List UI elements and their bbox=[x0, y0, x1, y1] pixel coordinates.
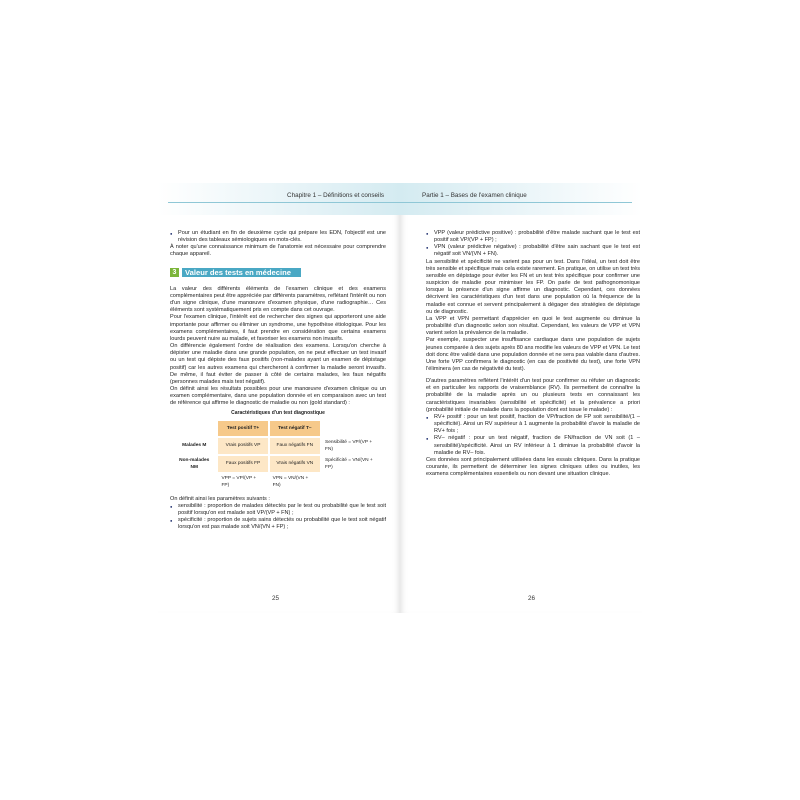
page-number: 26 bbox=[528, 595, 536, 602]
summary-cell: VPP = VP/(VP + FP) bbox=[218, 474, 267, 490]
paragraph: On définit ainsi les paramètres suivants : bbox=[170, 495, 270, 502]
header-band bbox=[158, 183, 400, 215]
table-row bbox=[172, 456, 384, 472]
table-row bbox=[172, 438, 384, 454]
section-heading bbox=[170, 268, 386, 277]
paragraph: La VPP et VPN permettant d'apprécier en quoi le test augmente ou diminue la probabilité d'un diagnostic selon son résultat. Cependant, les valeurs de VPP et VPN varient selon la prévalence de la maladie. bbox=[426, 315, 640, 337]
row-label: Non-malades NM bbox=[172, 456, 216, 472]
intro-note: À noter qu'une connaissance minimum de l'anatomie est nécessaire pour comprendre chaque appareil. bbox=[170, 244, 386, 258]
table-row bbox=[172, 421, 384, 436]
section-number: 3 bbox=[170, 268, 179, 277]
summary-cell: VPN = VN/(VN + FN) bbox=[270, 474, 320, 490]
list-item: ● VPN (valeur prédictive négative) : probabilité d'être sain sachant que le test est négatif soit VN/(VN + FN). bbox=[426, 244, 640, 258]
left-page-body bbox=[170, 230, 386, 531]
paragraph: Ces données sont principalement utilisées dans les essais cliniques. Dans la pratique courante, ils permettent de déterminer les signes cliniques utiles ou inutiles, les examens complémentaires essentiels ou non devant une situation clinique. bbox=[426, 456, 640, 478]
list-item: ● VPP (valeur prédictive positive) : probabilité d'être malade sachant que le test est positif soit VP/(VP + FP) ; bbox=[426, 230, 640, 244]
list-item: ● spécificité : proportion de sujets sains détectés ou probabilité que le test soit négatif lorsqu'on est pas malade soit VN/(VN + FP) ; bbox=[170, 517, 386, 531]
table-blank bbox=[322, 474, 384, 490]
paragraph: On différencie également l'ordre de réalisation des examens. Lorsqu'on cherche à dépister une maladie dans une grande population, on ne peut effectuer un test invasif ou un test qui dépiste des faux positifs (non-malades ayant un examen de dépistage positif) car les autres examens qui chercheront à confirmer la maladie seront invasifs. De même, il faut éviter de passer à côté de certains malades, les faux négatifs (personnes malades mais test négatif). bbox=[170, 343, 386, 385]
table-corner bbox=[172, 421, 216, 436]
table-blank bbox=[322, 421, 384, 436]
column-header: Test négatif T– bbox=[270, 421, 320, 436]
table-caption: Caractéristiques d'un test diagnostique bbox=[231, 410, 325, 417]
intro-bullet: ● Pour un étudiant en fin de deuxième cycle qui prépare les EDN, l'objectif est une révision des tableaux sémiologiques en mots-clés. bbox=[170, 230, 386, 244]
table-blank bbox=[172, 474, 216, 490]
paragraph: La valeur des différents éléments de l'examen clinique et des examens complémentaires peut être appréciée par différents paramètres, reflétant l'intérêt ou non d'un signe clinique, d'une manœuvre d'examen physique, d'une radiographie… Ces éléments sont systématiquement pris en compte dans cet ouvrage. bbox=[170, 285, 386, 314]
running-header: Partie 1 – Bases de l'examen clinique bbox=[422, 192, 527, 199]
paragraph: D'autres paramètres reflètent l'intérêt d'un test pour confirmer ou réfuter un diagnostic et en particulier les rapports de vraisemblance (RV). Ils permettent de connaître la probabilité de la maladie après un ou plusieurs tests en connaissant les caractéristiques invariables (sensibilité et spécificité) et la prévalence a priori (probabilité initiale de maladie dans la population dont est issue le malade) : bbox=[426, 378, 640, 413]
list-item: ● RV– négatif : pour un test négatif, fraction de FN/fraction de VN soit (1 – sensibilité)/spécificité. Ainsi un RV inférieur à 1 diminue la probabilité d'avoir la maladie de RV– fois. bbox=[426, 435, 640, 456]
header-band bbox=[400, 183, 642, 215]
header-rule bbox=[400, 202, 632, 203]
summary-cell: Spécificité = VN/(VN + FP) bbox=[322, 456, 384, 472]
paragraph: Par exemple, suspecter une insuffisance cardiaque dans une population de sujets jeunes comparée à des sujets après 80 ans modifie les valeurs de VPP et VPN. Le test doit donc être validé dans une population donnée et ne sera pas valable dans d'autres. Une forte VPP confirmera le diagnostic (en cas de positivité du test), une forte VPN l'éliminera (en cas de négativité du test). bbox=[426, 337, 640, 372]
table-cell: Faux négatifs FN bbox=[270, 438, 320, 454]
right-page bbox=[400, 183, 642, 613]
row-label: Malades M bbox=[172, 438, 216, 454]
table-cell: Vrais négatifs VN bbox=[270, 456, 320, 472]
right-page-body bbox=[426, 230, 640, 478]
paragraph: Pour l'examen clinique, l'intérêt est de rechercher des signes qui apporteront une aide importante pour affirmer ou éliminer un syndrome, une hypothèse étiologique. Pour les examens complémentaires, il faut prendre en considération que certains examens lourds peuvent nuire au malade, et favoriser les examens non invasifs. bbox=[170, 314, 386, 342]
table-row bbox=[172, 474, 384, 490]
column-header: Test positif T+ bbox=[218, 421, 267, 436]
section-title: Valeur des tests en médecine bbox=[182, 268, 301, 277]
table-cell: Faux positifs FP bbox=[218, 456, 267, 472]
list-item: ● sensibilité : proportion de malades détectés par le test ou probabilité que le test soit positif lorsqu'on est malade soit VP/(VP + FN) ; bbox=[170, 503, 386, 517]
diagnostic-test-table bbox=[170, 419, 386, 493]
summary-cell: Sensibilité = VP/(VP + FN) bbox=[322, 438, 384, 454]
header-rule bbox=[168, 202, 400, 203]
page-number: 25 bbox=[272, 595, 280, 602]
paragraph: On définit ainsi les résultats possibles pour une manœuvre d'examen clinique ou un examen complémentaire, dans une population donnée et en comparaison avec un test de référence qui affirme le diagnostic de maladie ou non (gold standard) : bbox=[170, 385, 386, 407]
left-page bbox=[158, 183, 400, 613]
running-header: Chapitre 1 – Définitions et conseils bbox=[287, 192, 384, 199]
table-cell: Vrais positifs VP bbox=[218, 438, 267, 454]
paragraph: La sensibilité et spécificité ne varient pas pour un test. Dans l'idéal, un test doit être très sensible et spécifique mais cela existe rarement. En pratique, on utilise un test très sensible en dépistage pour éviter les FN et un test très spécifique pour confirmer une suspicion de maladie pour minimiser les FP. On parle de test pathognomonique lorsque la présence d'un signe affirme un diagnostic. Cependant, ces données décrivent les caractéristiques d'un test dans une population où la fréquence de la maladie est connue et servent principalement à dégager des stratégies de dépistage ou de diagnostic. bbox=[426, 258, 640, 315]
list-item: ● RV+ positif : pour un test positif, fraction de VP/fraction de FP soit sensibilité/(1 – spécificité). Ainsi un RV supérieur à 1 augmente la probabilité d'avoir la maladie de RV+ fois ; bbox=[426, 414, 640, 435]
